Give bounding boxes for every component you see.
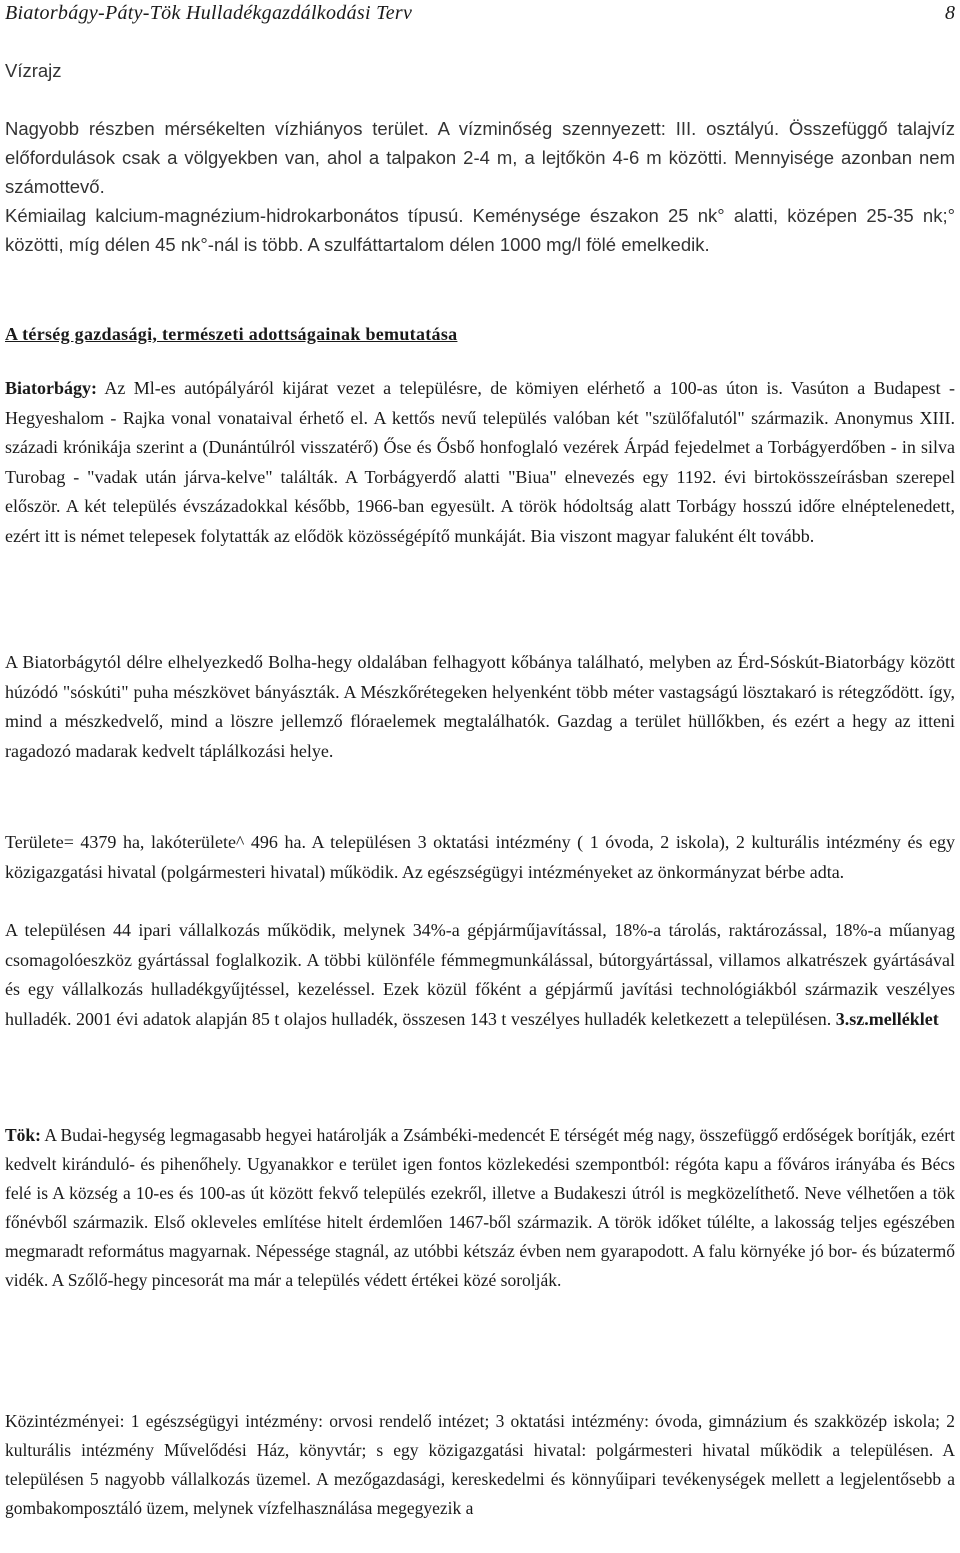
biatorbagy-label: Biatorbágy: <box>5 378 97 398</box>
vizrajz-paragraph-2: Kémiailag kalcium-magnézium-hidrokarbonátos típusú. Keménysége északon 25 nk° alatti, középen 25-35 nk;° közötti, míg délen 45 nk°-nál is több. A szulfáttartalom délen 1000 mg/l fölé emelkedik. <box>5 205 955 255</box>
biatorbagy-paragraph-2: A Biatorbágytól délre elhelyezkedő Bolha-hegy oldalában felhagyott kőbánya található, melyben az Érd-Sóskút-Biatorbágy között húzódó "sóskúti" puha mészkövet bányászták. A Mészkőrétegeken helyenként több méter vastagságú lösztakaró is rétegződött. így, mind a mészkedvelő, mind a löszre jellemző flóraelemek megtalálhatók. Gazdag a terület hüllőkben, és ezért a hegy az itteni ragadozó madarak kedvelt táplálkozási helye. <box>5 652 955 761</box>
header-title: Biatorbágy-Páty-Tök Hulladékgazdálkodási Terv <box>5 2 413 24</box>
biatorbagy-paragraph-4 <box>5 916 955 1034</box>
biatorbagy-paragraph-3: Területe= 4379 ha, lakóterülete^ 496 ha. A településen 3 oktatási intézmény ( 1 óvoda, 2 iskola), 2 kulturális intézmény és egy közigazgatási hivatal (polgármesteri hivatal) működik. Az egészségügyi intézményeket az önkormányzat bérbe adta. <box>5 832 955 882</box>
biatorbagy-text-4: A településen 44 ipari vállalkozás működik, melynek 34%-a gépjárműjavítással, 18%-a tárolás, raktározással, 18%-a műanyag csomagolóeszköz gyártással foglalkozik. A többi különféle fémmegmunkálással, bútorgyártással, villamos alkatrészek gyártásával és egy vállalkozás hulladékgyűjtéssel, kezeléssel. Ezek közül főként a gépjármű javítási technológiákból származik veszélyes hulladék. 2001 évi adatok alapján 85 t olajos hulladék, összesen 143 t veszélyes hulladék keletkezett a településen. <box>5 920 955 1029</box>
biatorbagy-paragraph-1 <box>5 374 955 551</box>
tok-paragraph-1 <box>5 1121 955 1295</box>
section-heading: A térség gazdasági, természeti adottságainak bemutatása <box>5 324 458 344</box>
biatorbagy-text-1: Az Ml-es autópályáról kijárat vezet a településre, de kömiyen elérhető a 100-as úton is. Vasúton a Budapest - Hegyeshalom - Rajka vonal vonataival érhető el. A kettős nevű település valóban két "szülőfalutól" származik. Anonymus XIII. századi krónikája szerint a (Dunántúlról visszatérő) Őse és Ősbő honfoglaló vezérek Árpád fejedelmet a Torbágyerdőben - in silva Turobag - "vadak után járva-kelve" találták. A Torbágyerdő alatti "Biua" elnevezés egy 1192. évi birtokösszeírásban szerepel először. A két település évszázadokkal később, 1966-ban egyesült. A török hódoltság alatt Torbágy hosszú időre elnéptelenedett, ezért itt is német telepesek folytatták az elődök közösségépítő munkáját. Bia viszont magyar faluként élt tovább. <box>5 378 955 546</box>
page-number: 8 <box>945 2 955 24</box>
vizrajz-paragraph-1: Nagyobb részben mérsékelten vízhiányos terület. A vízminőség szennyezett: III. osztályú. Összefüggő talajvíz előfordulások csak a völgyekben van, ahol a talpakon 2-4 m, a lejtőkön 4-6 m közötti. Mennyisége azonban nem számottevő. <box>5 118 955 197</box>
appendix-reference: 3.sz.melléklet <box>835 1008 939 1029</box>
section-title: Vízrajz <box>5 60 62 81</box>
tok-label: Tök: <box>5 1125 41 1145</box>
tok-paragraph-2: Közintézményei: 1 egészségügyi intézmény: orvosi rendelő intézet; 3 oktatási intézmény: óvoda, gimnázium és szakközép iskola; 2 kulturális intézmény Művelődési Ház, könyvtár; s egy közigazgatási hivatal: polgármesteri hivatal működik a településen. A településen 5 nagyobb vállalkozás üzemel. A mezőgazdasági, kereskedelmi és könnyűipari tevékenységek mellett a legjelentősebb a gombakomposztáló üzem, melynek vízfelhasználása megegyezik a <box>5 1411 955 1518</box>
tok-text-1: A Budai-hegység legmagasabb hegyei határolják a Zsámbéki-medencét E térségét még nagy, összefüggő erdőségek borítják, ezért kedvelt kiránduló- és pihenőhely. Ugyanakkor e terület igen fontos közlekedési szempontból: régóta kapu a főváros irányába és Bécs felé is A község a 10-es és 100-as út között fekvő település ezekről, illetve a Budakeszi útról is megközelíthető. Neve vélhetően a tök főnévből származik. Első okleveles említése hitelt érdemlően 1467-ből származik. A török időket túlélte, a lakosság teljes egészében megmaradt református magyarnak. Népessége stagnál, az utóbbi kétszáz évben nem gyarapodott. A falu környéke jó bor- és búzatermő vidék. A Szőlő-hegy pincesorát ma már a település védett értékei közé sorolják. <box>5 1125 955 1290</box>
page-header <box>5 0 955 28</box>
